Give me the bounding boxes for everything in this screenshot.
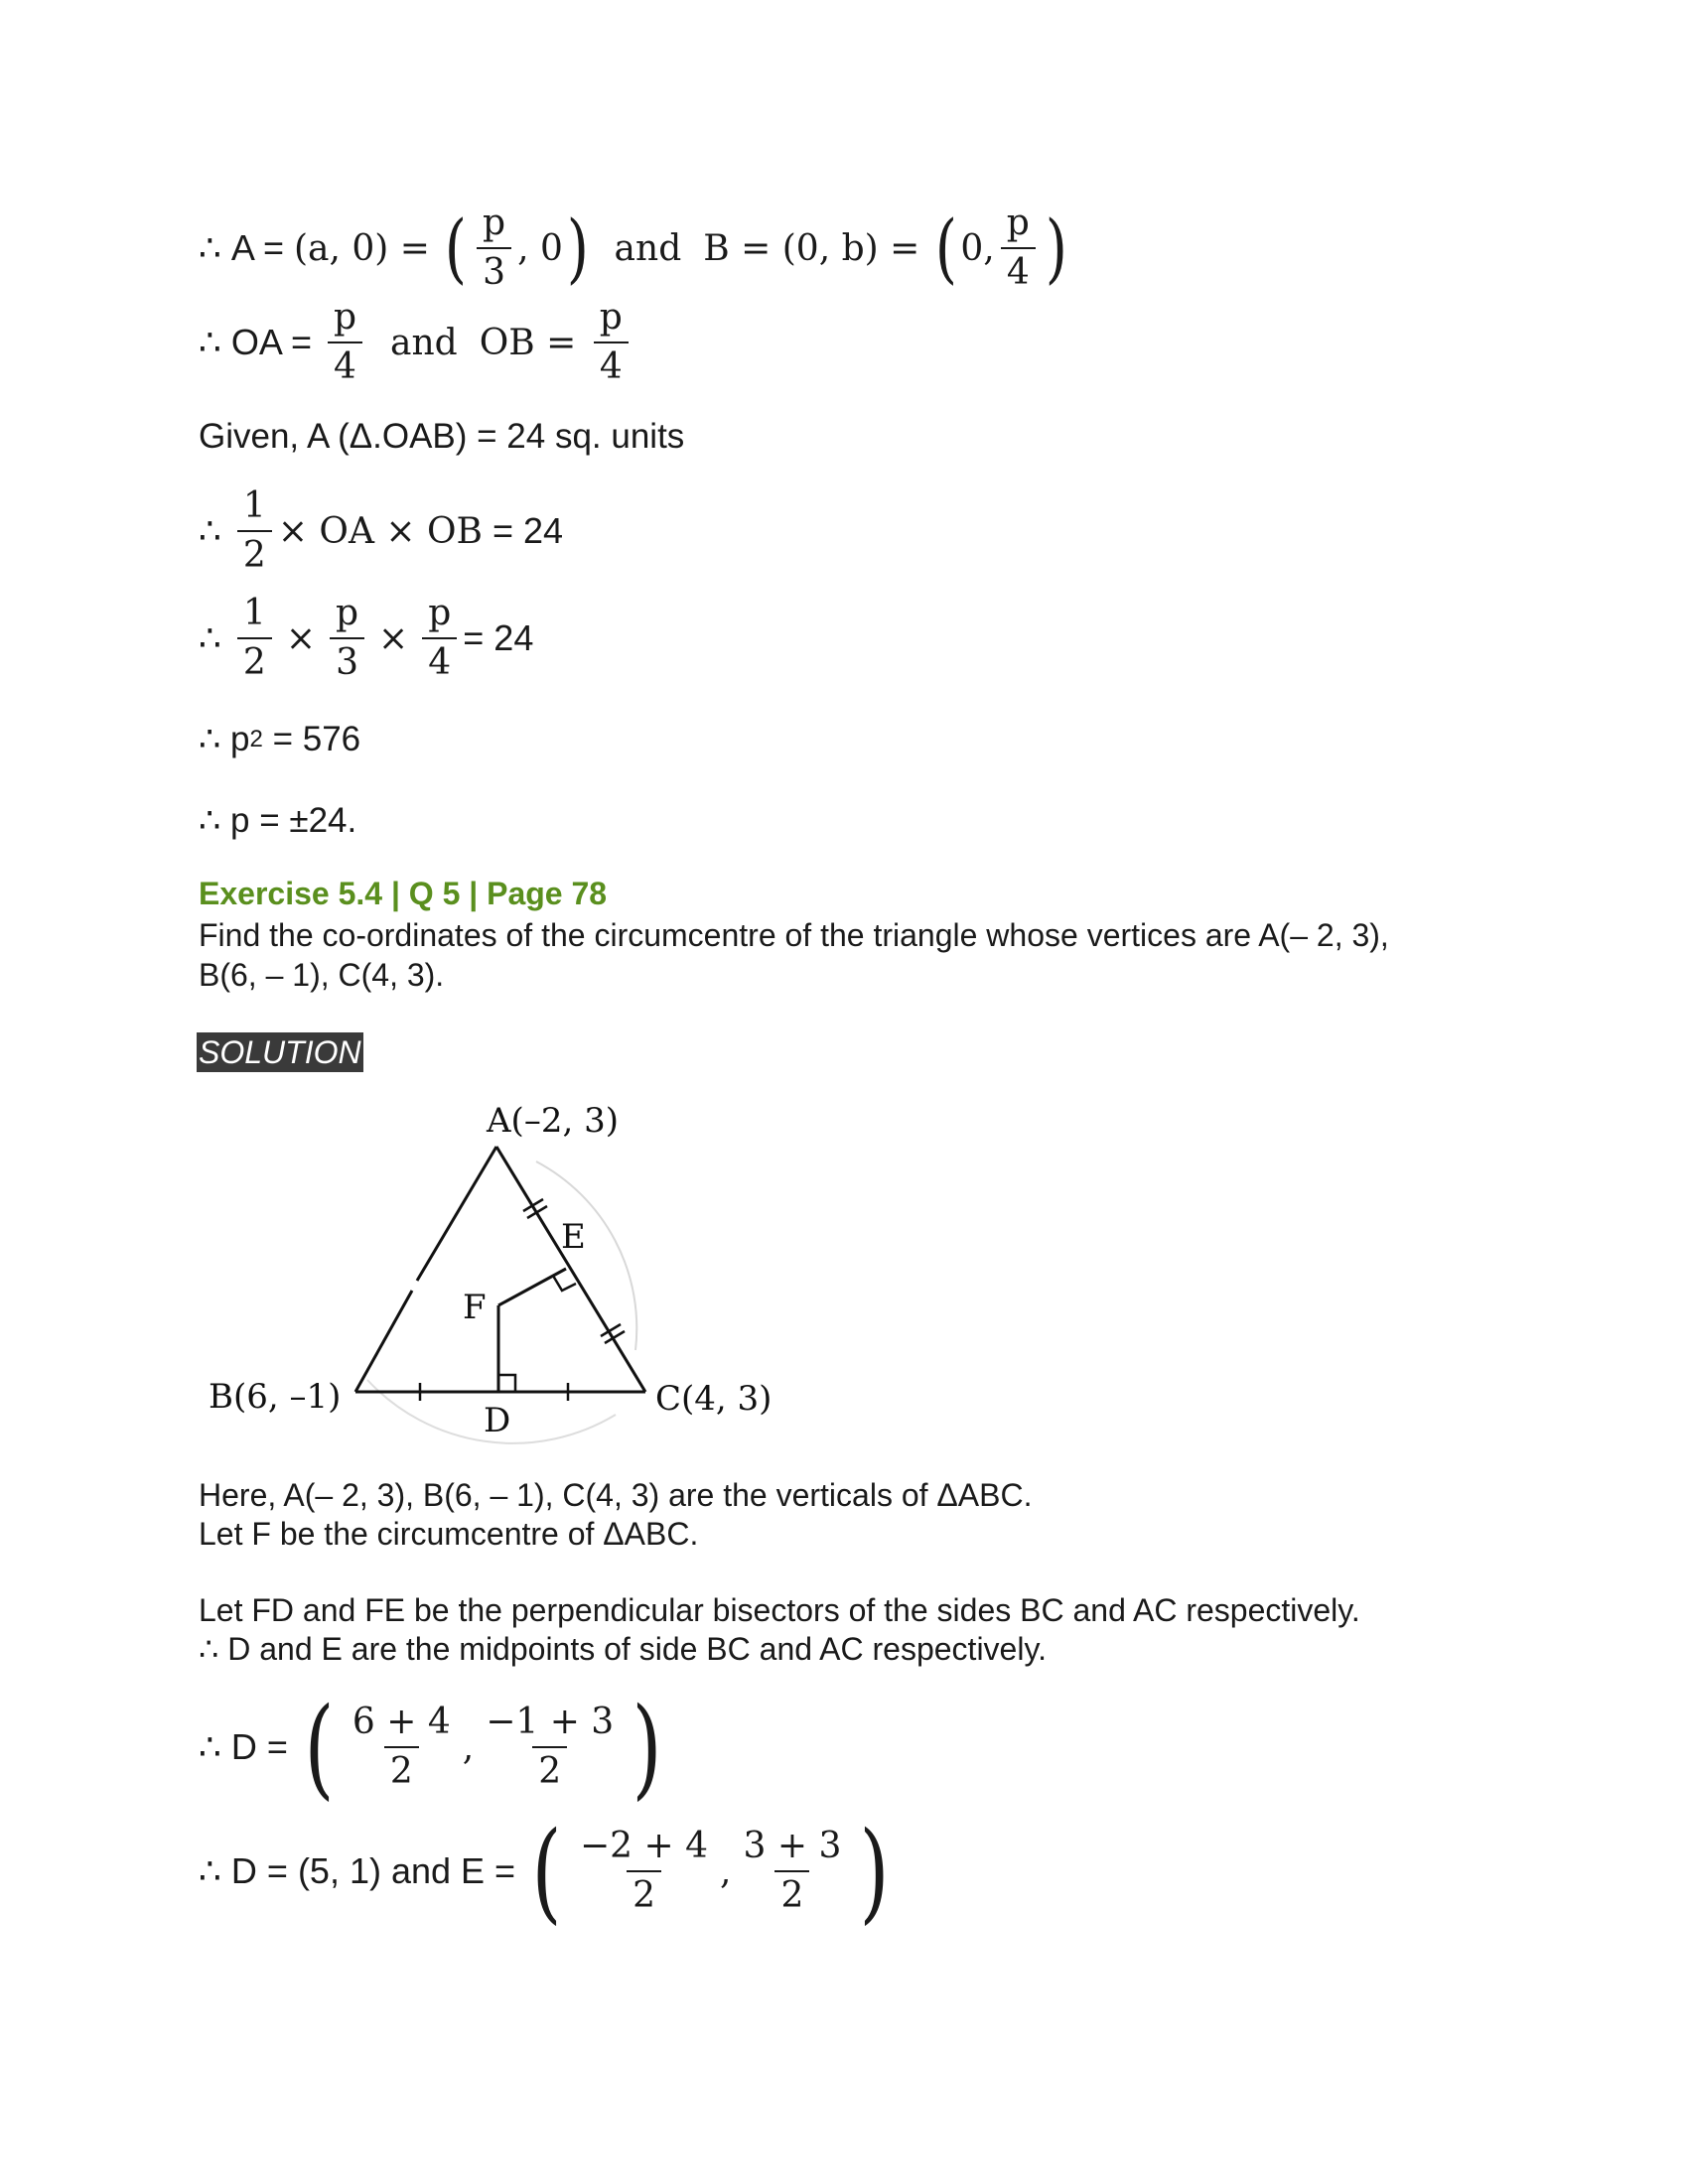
eq-tail: , 0 — [517, 227, 563, 269]
explanation-line-3: Let FD and FE be the perpendicular bisectors of the sides BC and AC respectively. — [199, 1592, 1360, 1628]
fraction-p-over-3: $\frac{p}{3}$ — [330, 596, 364, 681]
times-symbol: × — [378, 617, 409, 659]
question-line-1: Find the co-ordinates of the circumcentre of the triangle whose vertices are A(– 2, 3), — [199, 917, 1389, 953]
explanation-line-2: Let F be the circumcentre of ΔABC. — [199, 1516, 699, 1552]
eq-lhs: D = (5, 1) and E = — [230, 1850, 526, 1891]
label-C: C(4, 3) — [655, 1379, 773, 1419]
left-paren: ( — [304, 1684, 335, 1811]
fraction-x-midpoint: $\frac{6 + 4}{2}$ — [352, 1702, 451, 1792]
fraction-p-over-3: $\frac{p}{3}$ — [477, 205, 511, 291]
label-E: E — [561, 1217, 586, 1257]
left-paren: ( — [445, 204, 468, 292]
equation-D — [199, 1684, 668, 1811]
exercise-heading: Exercise 5.4 | Q 5 | Page 78 — [199, 876, 608, 911]
eq-rhs: = 576 — [262, 720, 361, 758]
label-B: B(6, –1) — [209, 1377, 342, 1417]
given-text: Given, A (Δ.OAB) = 24 sq. units — [199, 417, 685, 456]
therefore-symbol: ∴ — [199, 617, 221, 658]
therefore-symbol: ∴ — [199, 1726, 221, 1767]
right-angle-mark — [553, 1276, 576, 1291]
equation-p-squared — [199, 715, 360, 764]
and-word: and — [614, 227, 682, 269]
therefore-symbol: ∴ — [199, 1850, 221, 1891]
side-AB — [417, 1147, 496, 1281]
eq-lhs: OA = — [230, 322, 322, 362]
explanation-line-4: ∴ D and E are the midpoints of side BC and AC respectively. — [199, 1631, 1047, 1667]
right-paren: ) — [566, 204, 589, 292]
fraction-1-over-2: $\frac{1}{2}$ — [237, 488, 272, 574]
right-paren: ) — [632, 1684, 662, 1811]
triangle-figure — [199, 1087, 814, 1444]
side-AB — [355, 1291, 412, 1392]
eq-head: 0, — [960, 227, 995, 269]
times-symbol: × — [285, 617, 316, 659]
eq-mid: × OA × OB — [277, 510, 483, 552]
label-A: A(–2, 3) — [487, 1101, 619, 1141]
explanation-line-1: Here, A(– 2, 3), B(6, – 1), C(4, 3) are the verticals of ΔABC. — [199, 1477, 1033, 1513]
eq-a-part: (a, 0) = — [293, 227, 442, 269]
eq-mid: OB = — [479, 322, 588, 363]
equation-A-B-coordinates — [199, 199, 1070, 298]
right-paren: ) — [859, 1808, 890, 1935]
left-paren: ( — [531, 1808, 562, 1935]
fraction-p-over-4: $\frac{p}{4}$ — [594, 300, 629, 385]
label-D: D — [484, 1401, 511, 1440]
equation-area — [199, 481, 563, 581]
and-word: and — [390, 322, 458, 363]
given-line — [199, 412, 684, 462]
fraction-x-midpoint: $\frac{-2 + 4}{2}$ — [580, 1826, 709, 1916]
eq-text: p = ±24. — [230, 801, 357, 840]
fraction-1-over-2: $\frac{1}{2}$ — [237, 596, 272, 681]
equation-p-value — [199, 796, 356, 846]
therefore-symbol: ∴ — [199, 227, 221, 268]
solution-label: SOLUTION — [199, 1034, 361, 1070]
therefore-symbol: ∴ — [199, 801, 221, 840]
side-AC — [496, 1147, 645, 1392]
fraction-p-over-4: $\frac{p}{4}$ — [422, 596, 457, 681]
eq-lhs: A = — [230, 227, 294, 268]
fraction-p-over-4: $\frac{p}{4}$ — [1001, 205, 1036, 291]
equation-D-and-E — [199, 1808, 896, 1935]
fraction-y-midpoint: $\frac{-1 + 3}{2}$ — [486, 1702, 615, 1792]
comma: , — [462, 1726, 475, 1768]
comma: , — [720, 1850, 732, 1892]
equation-OA-OB — [199, 298, 634, 387]
eq-rhs: = 24 — [463, 617, 534, 658]
fraction-p-over-4: $\frac{p}{4}$ — [328, 300, 362, 385]
therefore-symbol: ∴ — [199, 510, 221, 551]
right-paren: ) — [1045, 204, 1067, 292]
label-F: F — [463, 1288, 487, 1327]
left-paren: ( — [934, 204, 957, 292]
right-angle-mark — [498, 1375, 515, 1392]
circumcircle-arc — [536, 1161, 636, 1350]
therefore-symbol: ∴ — [199, 322, 221, 362]
eq-base: p — [230, 720, 250, 758]
eq-exponent: 2 — [249, 726, 263, 752]
question-line-2: B(6, – 1), C(4, 3). — [199, 957, 445, 993]
therefore-symbol: ∴ — [199, 720, 221, 758]
bisector-FE — [498, 1269, 566, 1305]
eq-lhs: D = — [230, 1726, 298, 1767]
equation-product — [199, 589, 533, 688]
eq-rhs: = 24 — [482, 510, 564, 551]
fraction-y-midpoint: $\frac{3 + 3}{2}$ — [743, 1826, 842, 1916]
eq-b-part: B = (0, b) = — [703, 227, 931, 269]
